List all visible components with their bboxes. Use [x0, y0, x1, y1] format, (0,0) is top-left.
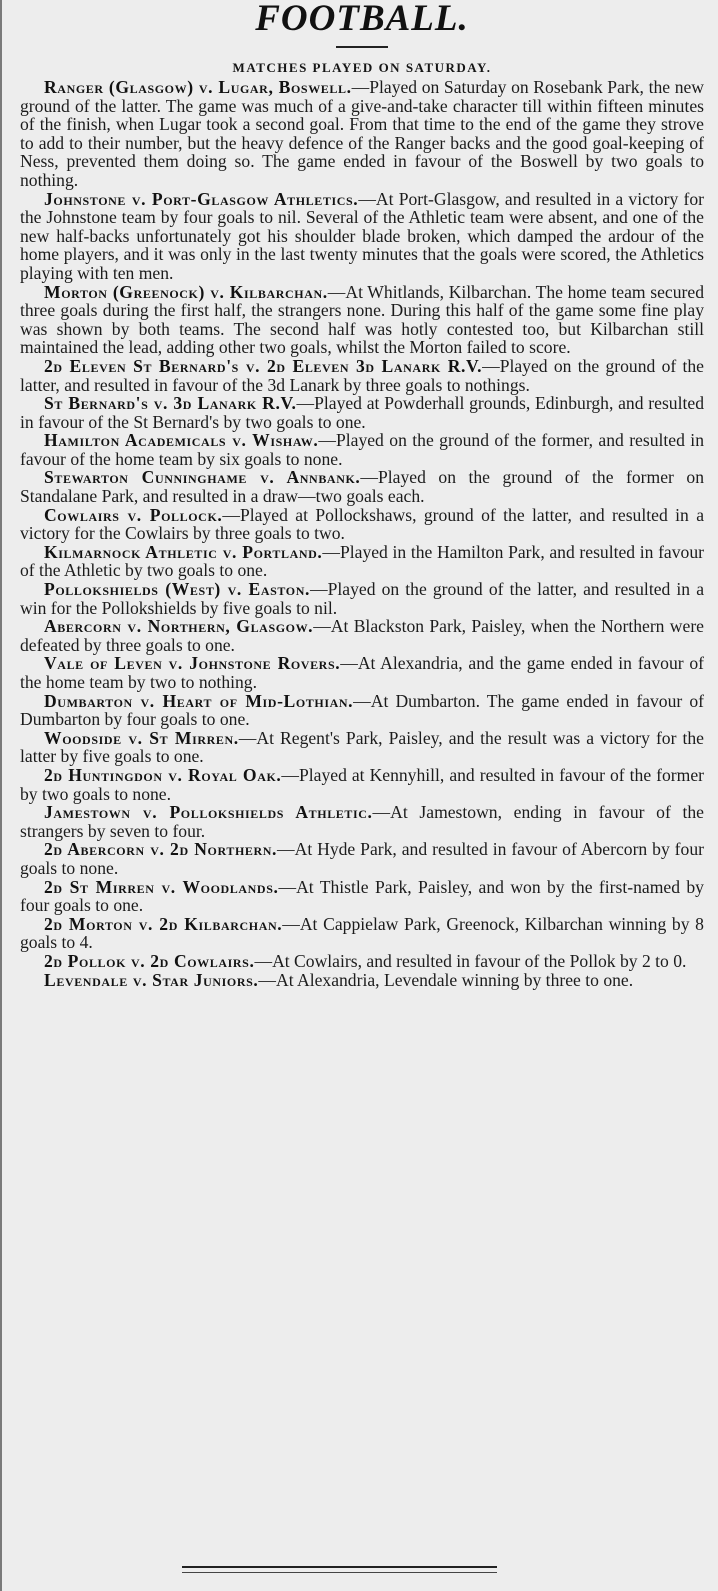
match-report [20, 283, 704, 357]
match-text: —At Alexandria, Levendale winning by three to one. [258, 969, 634, 990]
match-text: —At Cappielaw Park, Greenock, Kilbarchan winning by 8 goals to 4. [20, 913, 704, 953]
match-report [20, 468, 704, 505]
match-report [20, 543, 704, 580]
match-report [20, 971, 704, 990]
match-teams: 2d Abercorn v. 2d Northern. [44, 839, 278, 860]
match-report [20, 394, 704, 431]
match-teams: Dumbarton v. Heart of Mid-Lothian. [44, 690, 354, 711]
match-text: —Played on Saturday on Rosebank Park, the new ground of the latter. The game was much of a give-and-take character till within fifteen minutes of the finish, when Lugar took a second goal. From that time to the end of the game they strove to add to their number, but the heavy defence of the Ranger backs and the good goal-keeping of Ness, prevented them doing so. The game ended in favour of the Boswell by two goals to nothing. [20, 77, 705, 190]
section-subheading: MATCHES PLAYED ON SATURDAY. [232, 60, 492, 75]
match-teams: Cowlairs v. Pollock. [44, 504, 223, 525]
match-report [20, 692, 704, 729]
match-teams: Ranger (Glasgow) v. Lugar, Boswell. [44, 77, 352, 97]
match-report [20, 357, 704, 394]
closing-rule [182, 1566, 497, 1573]
title-rule [336, 46, 388, 48]
match-text: —At Cowlairs, and resulted in favour of the Pollok by 2 to 0. [254, 950, 687, 971]
match-text: —Played in the Hamilton Park, and resulted in favour of the Athletic by two goals to one. [20, 541, 704, 581]
match-report [20, 580, 704, 617]
match-text: —At Dumbarton. The game ended in favour of Dumbarton by four goals to one. [20, 690, 704, 730]
match-text: —Played on the ground of the former, and resulted in favour of the home team by six goals to none. [20, 430, 704, 469]
match-teams: Vale of Leven v. Johnstone Rovers. [44, 653, 341, 674]
match-teams: 2d Morton v. 2d Kilbarchan. [44, 913, 283, 934]
match-report [20, 190, 704, 283]
match-reports [20, 78, 704, 989]
match-teams: St Bernard's v. 3d Lanark R.V. [44, 393, 297, 414]
match-teams: Stewarton Cunninghame v. Annbank. [44, 467, 361, 488]
match-text: —Played on the ground of the latter, and resulted in favour of the 3d Lanark by three goals to nothings. [20, 355, 704, 395]
match-text: —At Hyde Park, and resulted in favour of Abercorn by four goals to none. [20, 839, 704, 878]
match-report [20, 431, 704, 468]
match-text: —At Blackston Park, Paisley, when the Northern were defeated by three goals to one. [20, 616, 704, 655]
match-report [20, 729, 704, 766]
match-teams: Pollokshields (West) v. Easton. [44, 579, 311, 600]
match-report [20, 840, 704, 877]
match-text: —Played on the ground of the former on Standalane Park, and resulted in a draw—two goals each. [20, 467, 705, 507]
match-text: —Played at Powderhall grounds, Edinburgh, and resulted in favour of the St Bernard's by two goals to one. [20, 393, 704, 432]
match-text: —Played on the ground of the latter, and resulted in a win for the Pollokshields by five goals to nil. [20, 579, 705, 618]
match-text: —Played at Kennyhill, and resulted in favour of the former by two goals to none. [20, 764, 704, 804]
match-text: —At Thistle Park, Paisley, and won by the first-named by four goals to one. [20, 876, 704, 916]
match-text: —At Alexandria, and the game ended in favour of the home team by two to nothing. [20, 653, 704, 692]
match-text: —At Port-Glasgow, and resulted in a victory for the Johnstone team by four goals to nil. Several of the Athletic team were absent, and one of the new half-backs unfortunately got his shoulder blade broken, which damped the ardour of the home players, and it was only in the last twenty minutes that the goals were scored, the Athletics playing with ten men. [20, 188, 704, 283]
match-report [20, 766, 704, 803]
match-teams: Woodside v. St Mirren. [44, 727, 239, 748]
match-teams: 2d Pollok v. 2d Cowlairs. [44, 950, 255, 971]
match-teams: Johnstone v. Port-Glasgow Athletics. [44, 188, 359, 209]
match-teams: 2d Eleven St Bernard's v. 2d Eleven 3d Lanark R.V. [44, 355, 483, 376]
match-teams: Hamilton Academicals v. Wishaw. [44, 430, 319, 451]
match-report [20, 78, 704, 190]
match-report [20, 506, 704, 543]
match-report [20, 878, 704, 915]
match-report [20, 654, 704, 691]
match-report [20, 915, 704, 952]
match-text: —At Jamestown, ending in favour of the strangers by seven to four. [20, 802, 704, 841]
match-text: —At Regent's Park, Paisley, and the result was a victory for the latter by five goals to one. [20, 727, 704, 767]
match-report [20, 617, 704, 654]
match-teams: Jamestown v. Pollokshields Athletic. [44, 802, 373, 823]
match-teams: 2d St Mirren v. Woodlands. [44, 876, 279, 897]
section-title: FOOTBALL. [255, 0, 469, 39]
match-teams: Levendale v. Star Juniors. [44, 969, 259, 990]
match-teams: Kilmarnock Athletic v. Portland. [44, 541, 323, 562]
match-teams: Abercorn v. Northern, Glasgow. [44, 616, 314, 637]
match-teams: Morton (Greenock) v. Kilbarchan. [44, 281, 328, 302]
match-report [20, 803, 704, 840]
match-text: —Played at Pollockshaws, ground of the latter, and resulted in a victory for the Cowlairs by three goals to two. [20, 504, 705, 544]
match-teams: 2d Huntingdon v. Royal Oak. [44, 764, 282, 785]
match-report [20, 952, 704, 971]
match-text: —At Whitlands, Kilbarchan. The home team secured three goals during the first half, the strangers none. During this half of the game some fine play was shown by both teams. The second half was hotly contested too, but Kilbarchan still maintained the lead, adding other two goals, whilst the Morton failed to score. [20, 281, 704, 358]
